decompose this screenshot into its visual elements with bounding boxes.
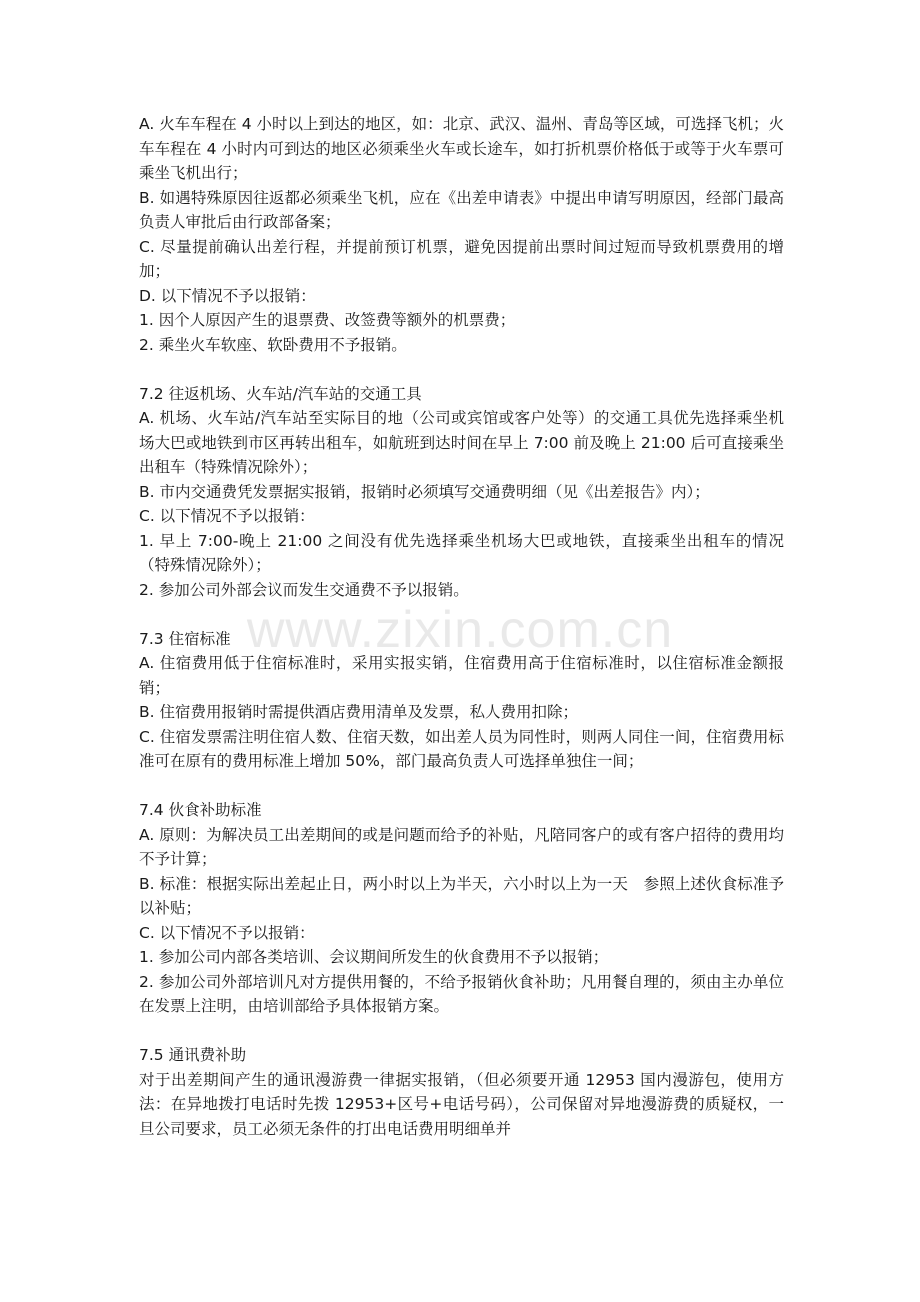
- air-item-2: 2. 乘坐火车软座、软卧费用不予报销。: [139, 335, 407, 354]
- s72-item-a: A. 机场、火车站/汽车站至实际目的地（公司或宾馆或客户处等）的交通工具优先选择乘坐机场大巴或地铁到市区再转出租车，如航班到达时间在早上 7:00 前及晚上 21:00 后可直接乘坐出租车（特殊情况除外）；: [139, 409, 784, 476]
- s73-item-a: A. 住宿费用低于住宿标准时，采用实报实销，住宿费用高于住宿标准时，以住宿标准金额报销；: [139, 654, 784, 697]
- s72-item-2: 2. 参加公司外部会议而发生交通费不予以报销。: [139, 580, 469, 599]
- spacer: [139, 357, 784, 382]
- s74-item-1: 1. 参加公司内部各类培训、会议期间所发生的伙食费用不予以报销；: [139, 948, 609, 966]
- s72-item-1: 1. 早上 7:00-晚上 21:00 之间没有优先选择乘坐机场大巴或地铁，直接乘坐出租车的情况（特殊情况除外）；: [139, 531, 784, 574]
- spacer: [139, 774, 784, 799]
- s73-item-b: B. 住宿费用报销时需提供酒店费用清单及发票，私人费用扣除；: [139, 703, 578, 721]
- s74-item-a: A. 原则：为解决员工出差期间的或是问题而给予的补贴，凡陪同客户的或有客户招待的费用均不予计算；: [139, 825, 784, 868]
- s74-item-b: B. 标准：根据实际出差起止日，两小时以上为半天，六小时以上为一天 参照上述伙食标准予以补贴；: [139, 874, 784, 917]
- air-item-a: A. 火车车程在 4 小时以上到达的地区，如：北京、武汉、温州、青岛等区域，可选择飞机；火车车程在 4 小时内可到达的地区必须乘坐火车或长途车，如打折机票价格低于或等于火车票可乘坐飞机出行；: [139, 115, 784, 182]
- air-item-c: C. 尽量提前确认出差行程，并提前预订机票，避免因提前出票时间过短而导致机票费用的增加；: [139, 237, 784, 280]
- s74-item-c: C. 以下情况不予以报销：: [139, 923, 315, 942]
- watermark: www.zixin.com.cn: [246, 601, 674, 659]
- s75-item-body: 对于出差期间产生的通讯漫游费一律据实报销，（但必须要开通 12953 国内漫游包，使用方法：在异地拨打电话时先拨 12953+区号+电话号码），公司保留对异地漫游费的质疑权，一旦公司要求，员工必须无条件的打出电话费用明细单并: [139, 1070, 784, 1138]
- section-7-4-heading: 7.4 伙食补助标准: [139, 801, 262, 819]
- s73-item-c: C. 住宿发票需注明住宿人数、住宿天数，如出差人员为同性时，则两人同住一间，住宿费用标准可在原有的费用标准上增加 50%，部门最高负责人可选择单独住一间；: [139, 727, 784, 770]
- air-item-d: D. 以下情况不予以报销：: [139, 286, 316, 305]
- section-7-5-heading: 7.5 通讯费补助: [139, 1046, 247, 1064]
- section-7-3-heading: 7.3 住宿标准: [139, 629, 231, 648]
- air-item-1: 1. 因个人原因产生的退票费、改签费等额外的机票费；: [139, 311, 516, 329]
- section-7-2-heading: 7.2 往返机场、火车站/汽车站的交通工具: [139, 384, 422, 403]
- s72-item-b: B. 市内交通费凭发票据实报销，报销时必须填写交通费明细（见《出差报告》内）；: [139, 482, 710, 501]
- s74-item-2: 2. 参加公司外部培训凡对方提供用餐的，不给予报销伙食补助；凡用餐自理的，须由主办单位在发票上注明，由培训部给予具体报销方案。: [139, 972, 784, 1015]
- s72-item-c: C. 以下情况不予以报销：: [139, 507, 315, 525]
- spacer: [139, 1019, 784, 1044]
- air-item-b: B. 如遇特殊原因往返都必须乘坐飞机，应在《出差申请表》中提出申请写明原因，经部门最高负责人审批后由行政部备案；: [139, 188, 784, 231]
